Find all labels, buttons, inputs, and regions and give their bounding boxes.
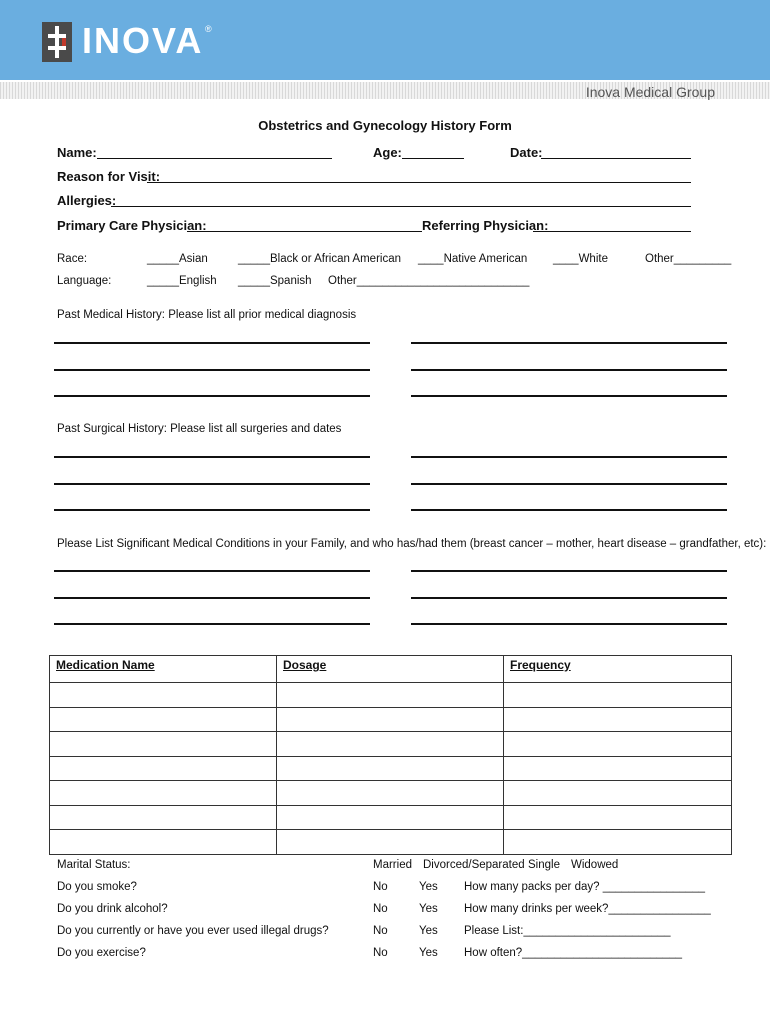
table-cell[interactable] (504, 756, 732, 781)
past-medical-label: Past Medical History: Please list all prior medical diagnosis (57, 309, 357, 321)
table-cell[interactable] (50, 756, 277, 781)
smoke-no[interactable]: No (373, 881, 388, 893)
table-cell[interactable] (50, 805, 277, 830)
table-cell[interactable] (504, 732, 732, 757)
table-row (50, 805, 732, 830)
family-history-line[interactable] (54, 597, 370, 599)
marital-option-married[interactable]: Married (373, 859, 412, 871)
marital-option-single[interactable]: Single (528, 859, 560, 871)
registered-mark: ® (205, 24, 212, 34)
past-surgical-line[interactable] (411, 509, 727, 511)
medication-table (49, 655, 732, 855)
table-cell[interactable] (504, 781, 732, 806)
dosage-header: Dosage (277, 656, 504, 683)
table-cell[interactable] (504, 805, 732, 830)
marital-option-widowed[interactable]: Widowed (571, 859, 619, 871)
past-surgical-line[interactable] (411, 483, 727, 485)
alcohol-yes[interactable]: Yes (419, 903, 438, 915)
race-label: Race: (57, 253, 88, 265)
family-history-label: Please List Significant Medical Conditions in your Family, and who has/had them (breast cancer – mother, heart disease – grandfather, etc): (57, 538, 767, 550)
smoke-question: Do you smoke? (57, 881, 137, 893)
table-header-row (50, 656, 732, 683)
table-cell[interactable] (50, 683, 277, 708)
race-option-black[interactable]: _____Black or African American (238, 253, 402, 265)
family-history-line[interactable] (411, 623, 727, 625)
alcohol-followup[interactable]: How many drinks per week?________________ (464, 903, 711, 915)
name-label: Name: (57, 145, 97, 160)
drugs-no[interactable]: No (373, 925, 388, 937)
past-surgical-line[interactable] (54, 456, 370, 458)
frequency-header: Frequency (504, 656, 732, 683)
language-label: Language: (57, 275, 112, 287)
smoke-followup[interactable]: How many packs per day? ________________ (464, 881, 706, 893)
table-cell[interactable] (277, 805, 504, 830)
smoke-yes[interactable]: Yes (419, 881, 438, 893)
past-medical-line[interactable] (411, 369, 727, 371)
reason-field[interactable] (147, 182, 691, 183)
family-history-line[interactable] (411, 597, 727, 599)
past-medical-line[interactable] (54, 395, 370, 397)
alcohol-question: Do you drink alcohol? (57, 903, 168, 915)
exercise-yes[interactable]: Yes (419, 947, 438, 959)
race-option-native[interactable]: ____Native American (418, 253, 528, 265)
race-option-other[interactable]: Other_________ (645, 253, 732, 265)
referring-label: Referring Physician: (422, 218, 549, 233)
marital-status-label: Marital Status: (57, 859, 131, 871)
past-medical-line[interactable] (54, 369, 370, 371)
allergies-label: Allergies: (57, 193, 117, 208)
pcp-field[interactable] (187, 231, 422, 232)
table-cell[interactable] (50, 707, 277, 732)
table-cell[interactable] (277, 707, 504, 732)
family-history-line[interactable] (54, 623, 370, 625)
exercise-no[interactable]: No (373, 947, 388, 959)
pcp-label: Primary Care Physician: (57, 218, 207, 233)
past-medical-line[interactable] (411, 395, 727, 397)
table-cell[interactable] (277, 683, 504, 708)
race-option-white[interactable]: ____White (553, 253, 608, 265)
alcohol-no[interactable]: No (373, 903, 388, 915)
age-field[interactable] (402, 158, 464, 159)
exercise-question: Do you exercise? (57, 947, 146, 959)
table-cell[interactable] (50, 830, 277, 855)
exercise-followup[interactable]: How often?_________________________ (464, 947, 683, 959)
table-row (50, 707, 732, 732)
form-title: Obstetrics and Gynecology History Form (258, 118, 512, 133)
group-name: Inova Medical Group (585, 84, 715, 100)
table-cell[interactable] (504, 683, 732, 708)
drugs-followup[interactable]: Please List:_______________________ (464, 925, 671, 937)
table-row (50, 830, 732, 855)
language-option-spanish[interactable]: _____Spanish (238, 275, 312, 287)
drugs-yes[interactable]: Yes (419, 925, 438, 937)
past-medical-line[interactable] (54, 342, 370, 344)
language-option-english[interactable]: _____English (147, 275, 217, 287)
name-field[interactable] (97, 158, 332, 159)
drugs-question: Do you currently or have you ever used illegal drugs? (57, 925, 329, 937)
table-cell[interactable] (504, 707, 732, 732)
brand-name: INOVA (82, 20, 204, 61)
table-cell[interactable] (277, 732, 504, 757)
past-surgical-line[interactable] (54, 509, 370, 511)
past-surgical-line[interactable] (54, 483, 370, 485)
table-row (50, 732, 732, 757)
race-option-asian[interactable]: _____Asian (147, 253, 208, 265)
table-cell[interactable] (277, 830, 504, 855)
marital-option-divorced[interactable]: Divorced/Separated (423, 859, 525, 871)
table-cell[interactable] (50, 781, 277, 806)
language-option-other[interactable]: Other___________________________ (328, 275, 530, 287)
date-field[interactable] (541, 158, 691, 159)
date-label: Date: (510, 145, 543, 160)
table-cell[interactable] (277, 756, 504, 781)
inova-logo-icon (42, 22, 72, 62)
family-history-line[interactable] (411, 570, 727, 572)
table-cell[interactable] (277, 781, 504, 806)
table-row (50, 756, 732, 781)
age-label: Age: (373, 145, 402, 160)
allergies-field[interactable] (111, 206, 691, 207)
reason-label: Reason for Visit: (57, 169, 161, 184)
past-surgical-label: Past Surgical History: Please list all surgeries and dates (57, 423, 342, 435)
family-history-line[interactable] (54, 570, 370, 572)
past-surgical-line[interactable] (411, 456, 727, 458)
table-row (50, 683, 732, 708)
past-medical-line[interactable] (411, 342, 727, 344)
table-cell[interactable] (504, 830, 732, 855)
table-row (50, 781, 732, 806)
referring-field[interactable] (533, 231, 691, 232)
medication-name-header: Medication Name (50, 656, 277, 683)
table-cell[interactable] (50, 732, 277, 757)
